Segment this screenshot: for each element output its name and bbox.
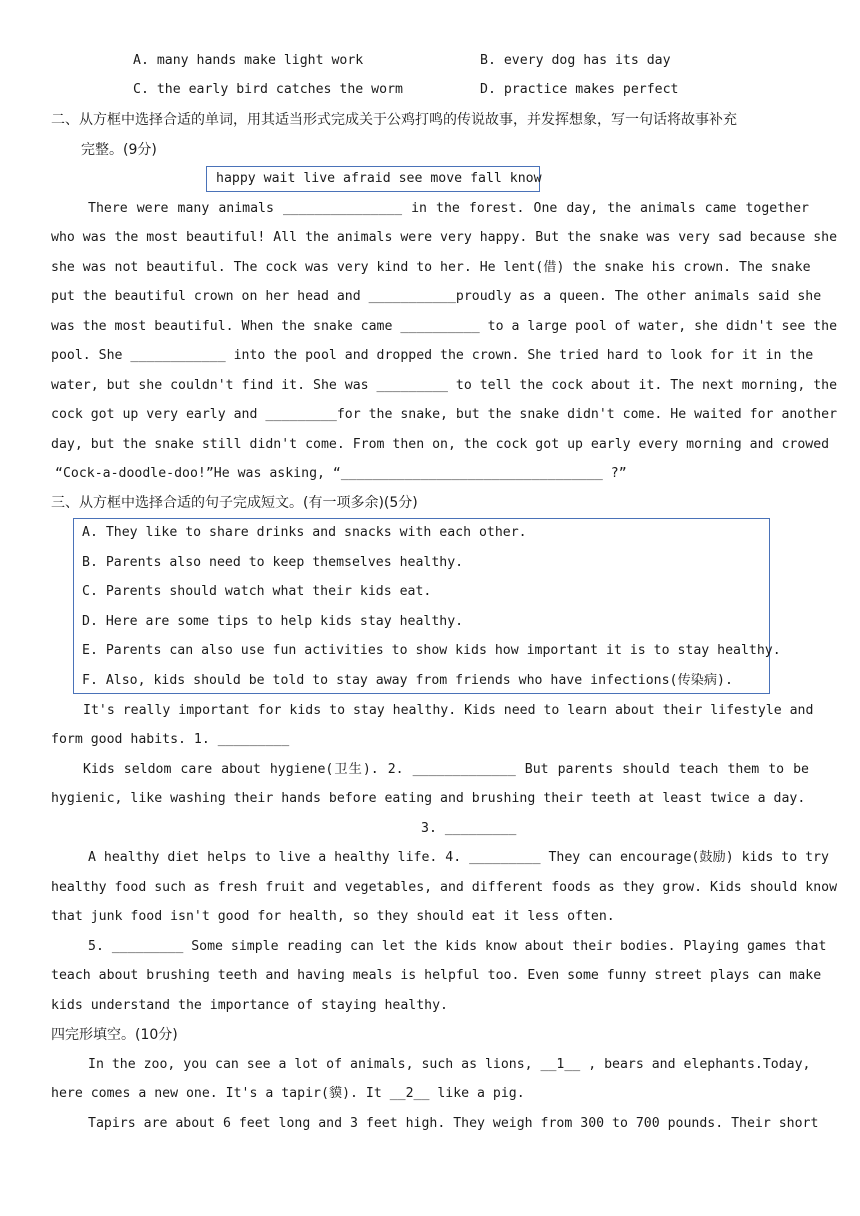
story-line: day, but the snake still didn't come. From then on, the cock got up early every morning and crowed <box>51 437 830 452</box>
story-line-last: “Cock-a-doodle-doo!”He was asking, “_________________________________ ?” <box>55 466 627 481</box>
cloze-line: Tapirs are about 6 feet long and 3 feet high. They weigh from 300 to 700 pounds. Their short <box>88 1116 819 1131</box>
story-line: water, but she couldn't find it. She was _________ to tell the cock about it. The next morning, the <box>51 378 838 393</box>
sentence-box <box>73 518 770 694</box>
cloze-line: In the zoo, you can see a lot of animals, such as lions, __1__ , bears and elephants.Today, <box>88 1057 811 1072</box>
story-line: she was not beautiful. The cock was very kind to her. He lent(借) the snake his crown. The snake <box>51 260 811 275</box>
word-box <box>206 166 540 192</box>
sentence-option-e: E. Parents can also use fun activities to show kids how important it is to stay healthy. <box>82 643 781 658</box>
passage-line: A healthy diet helps to live a healthy life. 4. _________ They can encourage(鼓励) kids to try <box>88 850 829 865</box>
story-line: was the most beautiful. When the snake came __________ to a large pool of water, she didn't see the <box>51 319 838 334</box>
sentence-option-b: B. Parents also need to keep themselves healthy. <box>82 555 464 570</box>
story-line: put the beautiful crown on her head and ___________proudly as a queen. The other animals said she <box>51 289 822 304</box>
passage-line: 5. _________ Some simple reading can let the kids know about their bodies. Playing games that <box>88 939 827 954</box>
option-d: D. practice makes perfect <box>480 82 679 97</box>
passage-line: kids understand the importance of staying healthy. <box>51 998 448 1013</box>
sentence-option-d: D. Here are some tips to help kids stay healthy. <box>82 614 464 629</box>
section2-heading-cont: 完整。(9分) <box>81 142 157 158</box>
passage-line: teach about brushing teeth and having meals is helpful too. Even some funny street plays can make <box>51 968 822 983</box>
story-line: who was the most beautiful! All the animals were very happy. But the snake was very sad because she <box>51 230 838 245</box>
passage-line: It's really important for kids to stay healthy. Kids need to learn about their lifestyle and <box>83 703 814 718</box>
sentence-option-c: C. Parents should watch what their kids eat. <box>82 584 432 599</box>
passage-blank-3: 3. _________ <box>421 821 517 836</box>
story-line: pool. She ____________ into the pool and dropped the crown. She tried hard to look for it in the <box>51 348 814 363</box>
section3-heading: 三、从方框中选择合适的句子完成短文。(有一项多余)(5分) <box>51 495 418 511</box>
passage-line: that junk food isn't good for health, so they should eat it less often. <box>51 909 615 924</box>
sentence-option-a: A. They like to share drinks and snacks with each other. <box>82 525 527 540</box>
passage-line: Kids seldom care about hygiene(卫生). 2. _____________ But parents should teach them to be <box>83 762 809 777</box>
option-c: C. the early bird catches the worm <box>133 82 403 97</box>
passage-line: form good habits. 1. _________ <box>51 732 290 747</box>
option-a: A. many hands make light work <box>133 53 364 68</box>
passage-line: hygienic, like washing their hands before eating and brushing their teeth at least twice a day. <box>51 791 806 806</box>
option-b: B. every dog has its day <box>480 53 671 68</box>
story-line: There were many animals _______________ in the forest. One day, the animals came together <box>88 201 809 216</box>
passage-line: healthy food such as fresh fruit and vegetables, and different foods as they grow. Kids should know <box>51 880 838 895</box>
section4-heading: 四完形填空。(10分) <box>51 1027 178 1043</box>
story-line: cock got up very early and _________for the snake, but the snake didn't come. He waited for another <box>51 407 838 422</box>
cloze-line: here comes a new one. It's a tapir(貘). It __2__ like a pig. <box>51 1086 525 1101</box>
word-box-text: happy wait live afraid see move fall know <box>216 171 542 186</box>
section2-heading: 二、从方框中选择合适的单词，用其适当形式完成关于公鸡打鸣的传说故事，并发挥想象，写一句话将故事补充 <box>51 112 737 128</box>
sentence-option-f: F. Also, kids should be told to stay away from friends who have infections(传染病). <box>82 673 733 688</box>
